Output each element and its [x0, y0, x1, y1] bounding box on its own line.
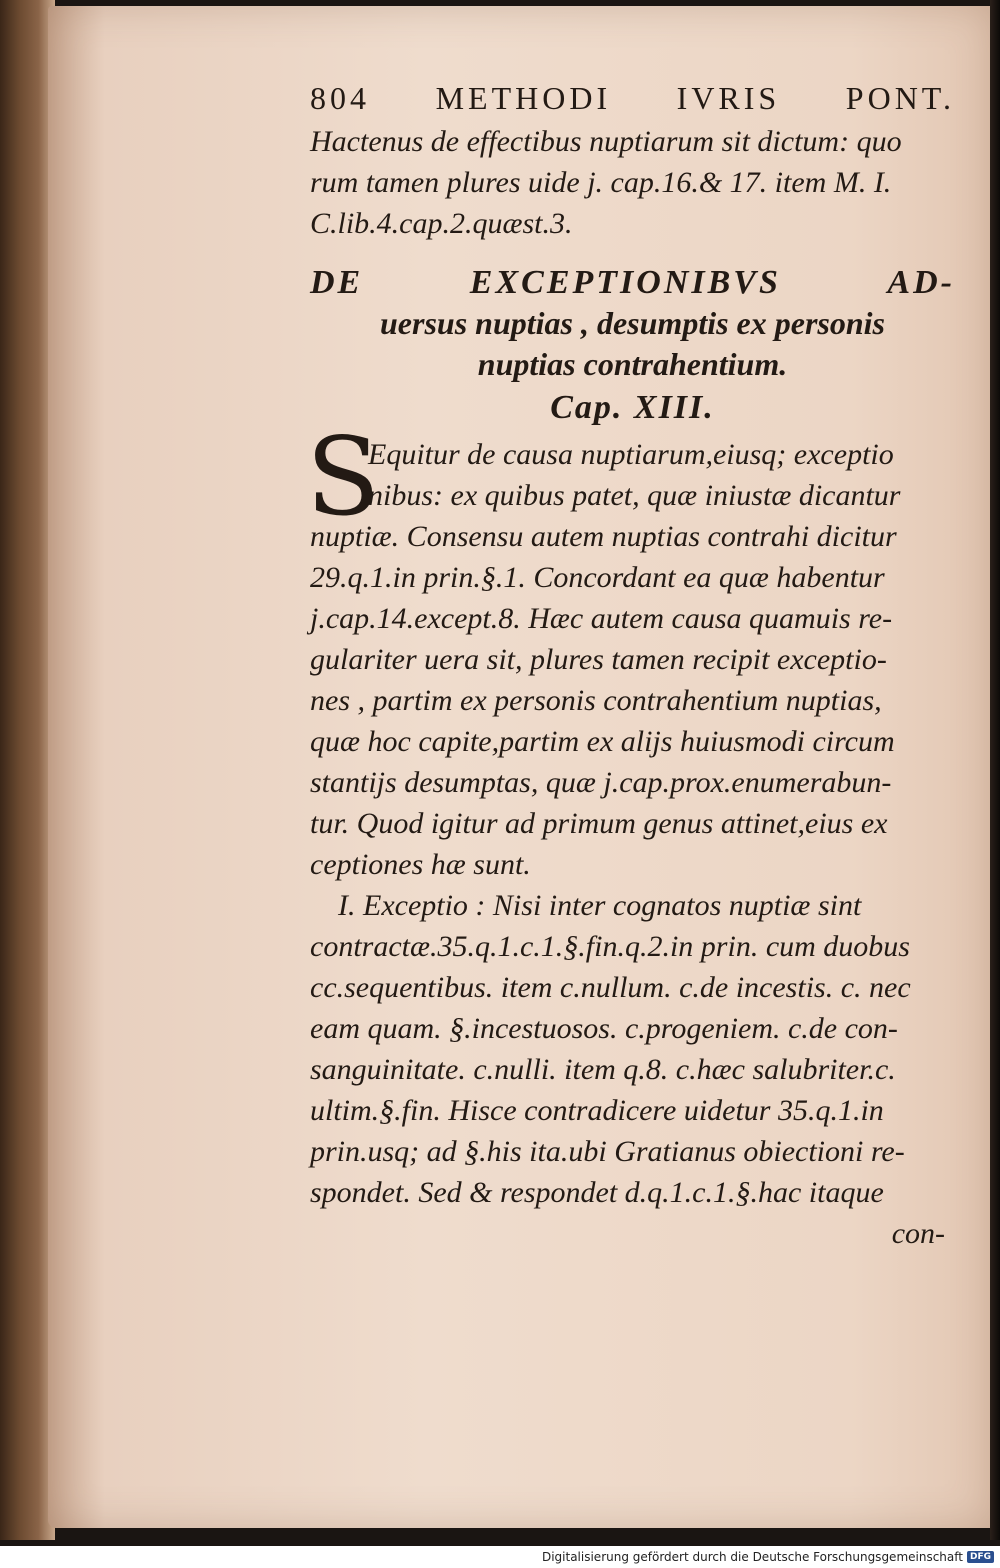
text-line: j.cap.14.except.8. Hæc autem causa quamuis re-: [310, 602, 893, 635]
page-number: 804: [310, 80, 370, 116]
running-head-word: PONT.: [845, 80, 955, 116]
running-head-word: IVRIS: [676, 80, 781, 116]
catchword: con-: [891, 1217, 945, 1250]
page-text: [306, 78, 955, 1254]
footer-text: Digitalisierung gefördert durch die Deutsche Forschungsgemeinschaft: [541, 1550, 963, 1564]
text-line: prin.usq; ad §.his ita.ubi Gratianus obiectioni re-: [310, 1135, 905, 1168]
heading-word: DE: [310, 264, 364, 301]
text-line: 29.q.1.in prin.§.1. Concordant ea quæ habentur: [310, 561, 885, 594]
text-line: tur. Quod igitur ad primum genus attinet,eius ex: [310, 807, 888, 840]
text-line: sanguinitate. c.nulli. item q.8. c.hæc salubriter.c.: [310, 1053, 896, 1086]
book-spine: [0, 0, 55, 1540]
text-line: nibus: ex quibus patet, quæ iniustæ dicantur: [368, 479, 901, 512]
digitization-footer: [0, 1546, 1000, 1568]
text-line: gulariter uera sit, plures tamen recipit exceptio-: [310, 643, 887, 676]
running-head: [310, 78, 955, 119]
text-line: I. Exceptio : Nisi inter cognatos nuptiæ sint: [338, 889, 862, 922]
text-line: Equitur de causa nuptiarum,eiusq; exceptio: [368, 438, 894, 471]
running-head-word: METHODI: [435, 80, 612, 116]
text-line: C.lib.4.cap.2.quæst.3.: [310, 207, 573, 240]
text-line: eam quam. §.incestuosos. c.progeniem. c.de con-: [310, 1012, 898, 1045]
text-line: nes , partim ex personis contrahentium nuptias,: [310, 684, 882, 717]
heading-line: uersus nuptias , desumptis ex personis: [379, 305, 885, 341]
text-line: cc.sequentibus. item c.nullum. c.de incestis. c. nec: [310, 971, 911, 1004]
heading-word: EXCEPTIONIBVS: [469, 264, 781, 301]
heading-line: nuptias contrahentium.: [477, 346, 788, 382]
chapter-heading: [310, 262, 955, 385]
page-edge-shadow: [990, 0, 1000, 1540]
dfg-logo: DFG: [967, 1551, 994, 1563]
text-line: Hactenus de effectibus nuptiarum sit dictum: quo: [310, 125, 902, 158]
text-line: rum tamen plures uide j. cap.16.& 17. item M. I.: [310, 166, 892, 199]
drop-cap: S: [306, 415, 380, 540]
text-line: quæ hoc capite,partim ex alijs huiusmodi circum: [310, 725, 895, 758]
text-line: nuptiæ. Consensu autem nuptias contrahi dicitur: [310, 520, 897, 553]
text-line: contractæ.35.q.1.c.1.§.fin.q.2.in prin. cum duobus: [310, 930, 910, 963]
heading-word: AD-: [887, 264, 955, 301]
text-line: stantijs desumptas, quæ j.cap.prox.enumerabun-: [310, 766, 892, 799]
text-line: ceptiones hæ sunt.: [310, 848, 531, 881]
text-line: ultim.§.fin. Hisce contradicere uidetur 35.q.1.in: [310, 1094, 884, 1127]
chapter-number: Cap. XIII.: [550, 389, 715, 426]
text-line: spondet. Sed & respondet d.q.1.c.1.§.hac itaque: [310, 1176, 884, 1209]
